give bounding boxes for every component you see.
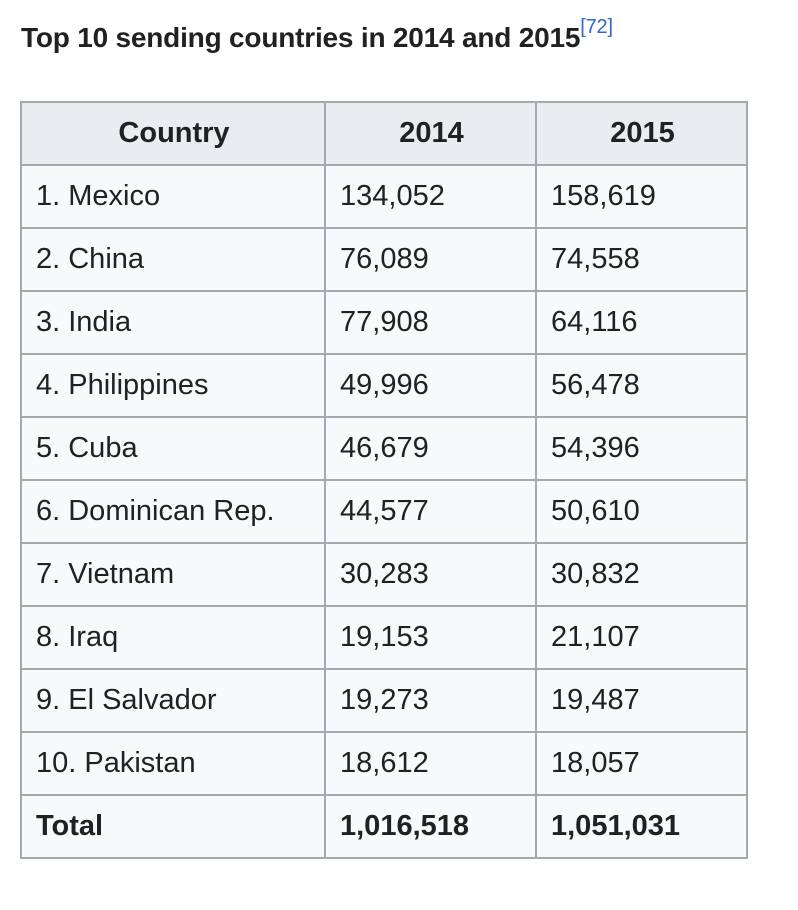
- country-cell: 8. Iraq: [21, 606, 325, 669]
- total-label: Total: [21, 795, 325, 858]
- table-row: [21, 669, 747, 732]
- total-2014: 1,016,518: [325, 795, 536, 858]
- value-2014-cell: 18,612: [325, 732, 536, 795]
- sending-countries-table: [20, 101, 748, 859]
- value-2015-cell: 19,487: [536, 669, 747, 732]
- table-row: [21, 291, 747, 354]
- country-cell: 4. Philippines: [21, 354, 325, 417]
- table-row: [21, 417, 747, 480]
- value-2014-cell: 44,577: [325, 480, 536, 543]
- table-header-row: [21, 102, 747, 165]
- value-2015-cell: 54,396: [536, 417, 747, 480]
- table-row: [21, 606, 747, 669]
- value-2014-cell: 30,283: [325, 543, 536, 606]
- header-2014: 2014: [325, 102, 536, 165]
- country-cell: 2. China: [21, 228, 325, 291]
- value-2015-cell: 30,832: [536, 543, 747, 606]
- table-row: [21, 732, 747, 795]
- header-country: Country: [21, 102, 325, 165]
- reference-link[interactable]: [72]: [580, 15, 613, 38]
- value-2015-cell: 64,116: [536, 291, 747, 354]
- table-row: [21, 165, 747, 228]
- country-cell: 6. Dominican Rep.: [21, 480, 325, 543]
- table-row: [21, 228, 747, 291]
- value-2014-cell: 77,908: [325, 291, 536, 354]
- country-cell: 10. Pakistan: [21, 732, 325, 795]
- value-2015-cell: 74,558: [536, 228, 747, 291]
- table-row: [21, 354, 747, 417]
- total-2015: 1,051,031: [536, 795, 747, 858]
- value-2014-cell: 49,996: [325, 354, 536, 417]
- value-2015-cell: 18,057: [536, 732, 747, 795]
- value-2015-cell: 56,478: [536, 354, 747, 417]
- value-2015-cell: 21,107: [536, 606, 747, 669]
- value-2014-cell: 46,679: [325, 417, 536, 480]
- reference-superscript: [580, 16, 613, 38]
- country-cell: 1. Mexico: [21, 165, 325, 228]
- country-cell: 3. India: [21, 291, 325, 354]
- header-2015: 2015: [536, 102, 747, 165]
- table-row: [21, 543, 747, 606]
- value-2014-cell: 19,153: [325, 606, 536, 669]
- value-2014-cell: 19,273: [325, 669, 536, 732]
- country-cell: 5. Cuba: [21, 417, 325, 480]
- country-cell: 7. Vietnam: [21, 543, 325, 606]
- value-2014-cell: 134,052: [325, 165, 536, 228]
- table-caption: [21, 15, 613, 54]
- value-2014-cell: 76,089: [325, 228, 536, 291]
- caption-text: Top 10 sending countries in 2014 and 2015: [21, 22, 581, 53]
- value-2015-cell: 158,619: [536, 165, 747, 228]
- country-cell: 9. El Salvador: [21, 669, 325, 732]
- total-row: [21, 795, 747, 858]
- value-2015-cell: 50,610: [536, 480, 747, 543]
- table-row: [21, 480, 747, 543]
